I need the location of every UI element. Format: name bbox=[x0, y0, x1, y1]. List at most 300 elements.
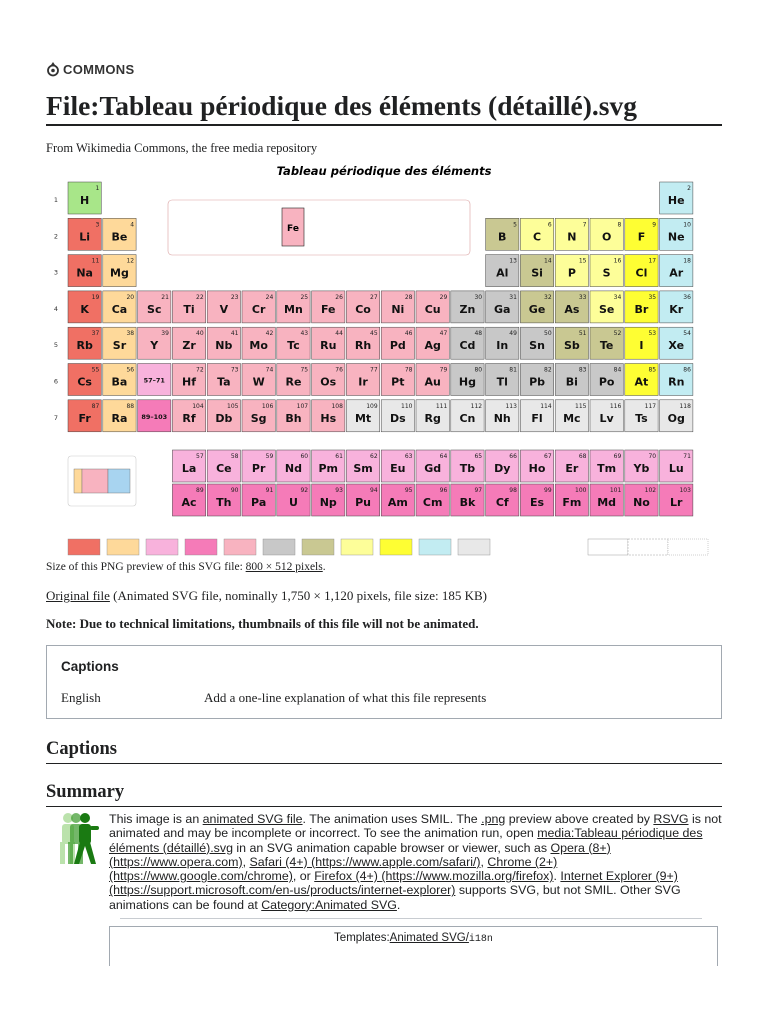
atomic-number: 86 bbox=[683, 366, 691, 374]
atomic-number: 59 bbox=[265, 453, 274, 460]
mini-table-block bbox=[108, 469, 130, 493]
element-cell-Cf bbox=[486, 484, 519, 516]
summary-fragment: . bbox=[396, 897, 401, 912]
atomic-number: 84 bbox=[613, 366, 622, 374]
atomic-number: 5 bbox=[513, 221, 517, 229]
element-symbol: Eu bbox=[390, 462, 406, 475]
divider bbox=[120, 918, 702, 919]
element-cell-Ag bbox=[416, 327, 449, 359]
atomic-number: 52 bbox=[613, 330, 622, 338]
atomic-number: 95 bbox=[404, 487, 413, 494]
media-file-link[interactable]: media:Tableau périodique des éléments (détaillé).svg bbox=[109, 826, 703, 855]
element-symbol: Ce bbox=[216, 462, 232, 475]
element-cell-Pu bbox=[346, 484, 379, 516]
element-symbol: Np bbox=[319, 496, 337, 509]
element-cell-Tb bbox=[451, 450, 484, 482]
element-cell-Na bbox=[68, 255, 101, 287]
element-symbol: Li bbox=[79, 230, 91, 244]
atomic-number: 2 bbox=[687, 185, 691, 192]
caption-input[interactable]: Add a one-line explanation of what this file represents bbox=[204, 690, 487, 705]
element-cell-I bbox=[625, 327, 658, 359]
element-symbol: Ga bbox=[494, 302, 511, 316]
original-file-link[interactable]: Original file bbox=[46, 588, 110, 603]
element-cell-He bbox=[660, 182, 693, 214]
element-symbol: Ho bbox=[528, 462, 546, 475]
element-symbol: Rg bbox=[424, 411, 441, 425]
element-symbol: Po bbox=[598, 375, 615, 389]
element-cell-Zn bbox=[451, 291, 484, 323]
element-symbol: Lv bbox=[599, 411, 614, 425]
element-cell-La bbox=[172, 450, 205, 482]
element-symbol: Cl bbox=[635, 266, 648, 280]
element-cell-Ac bbox=[172, 484, 205, 516]
element-symbol: Tm bbox=[597, 462, 617, 475]
element-symbol: Hg bbox=[458, 375, 476, 389]
legend-swatch-origin bbox=[668, 539, 708, 555]
atomic-number: 111 bbox=[435, 402, 448, 410]
element-cell-Er bbox=[555, 450, 588, 482]
atomic-number: 94 bbox=[370, 487, 378, 494]
element-symbol: Ne bbox=[667, 230, 685, 244]
atomic-number: 21 bbox=[161, 293, 169, 301]
atomic-number: 76 bbox=[335, 366, 343, 374]
element-symbol: Cd bbox=[459, 339, 476, 353]
element-cell-Tl bbox=[486, 364, 519, 396]
element-cell-Bh bbox=[277, 400, 310, 432]
element-cell-Mo bbox=[242, 327, 275, 359]
atomic-number: 48 bbox=[474, 330, 483, 338]
element-symbol: Ir bbox=[358, 375, 368, 389]
element-symbol: Yb bbox=[633, 462, 650, 475]
atomic-number: 36 bbox=[683, 293, 691, 301]
element-symbol: Dy bbox=[494, 462, 511, 475]
atomic-number: 105 bbox=[227, 402, 239, 410]
atomic-number: 71 bbox=[683, 453, 691, 460]
element-cell-57–71 bbox=[138, 364, 171, 396]
element-symbol: At bbox=[634, 375, 649, 389]
atomic-number: 64 bbox=[439, 453, 448, 460]
element-symbol: Nb bbox=[215, 339, 233, 353]
period-number: 3 bbox=[53, 268, 59, 277]
element-cell-Ti bbox=[172, 291, 205, 323]
atomic-number: 90 bbox=[230, 487, 239, 494]
element-cell-Gd bbox=[416, 450, 449, 482]
element-cell-Ta bbox=[207, 364, 240, 396]
legend-swatch-actinide bbox=[185, 539, 217, 555]
element-symbol: Bi bbox=[565, 375, 578, 389]
element-cell-Ho bbox=[520, 450, 553, 482]
atomic-number: 106 bbox=[261, 402, 274, 410]
captions-box-heading: Captions bbox=[61, 659, 119, 674]
atomic-number: 67 bbox=[544, 453, 552, 460]
element-symbol: Sn bbox=[529, 339, 545, 353]
element-symbol: Pr bbox=[251, 462, 266, 475]
element-symbol: Mo bbox=[249, 339, 268, 353]
element-symbol: Ra bbox=[111, 411, 128, 425]
element-symbol: P bbox=[567, 266, 576, 280]
element-cell-Sr bbox=[103, 327, 136, 359]
atomic-number: 15 bbox=[578, 257, 587, 265]
atomic-number: 4 bbox=[130, 221, 135, 229]
atomic-number: 18 bbox=[683, 257, 691, 265]
element-cell-Md bbox=[590, 484, 623, 516]
element-cell-Hf bbox=[172, 364, 205, 396]
element-cell-Si bbox=[520, 255, 553, 287]
element-symbol: K bbox=[80, 302, 89, 316]
element-cell-Ni bbox=[381, 291, 414, 323]
element-symbol: Os bbox=[320, 375, 337, 389]
element-cell-V bbox=[207, 291, 240, 323]
animated-svg-icon bbox=[50, 810, 102, 868]
element-cell-Hs bbox=[312, 400, 345, 432]
atomic-number: 61 bbox=[335, 453, 343, 460]
element-cell-Co bbox=[346, 291, 379, 323]
element-symbol: Kr bbox=[669, 302, 684, 316]
element-cell-89–103 bbox=[138, 400, 171, 432]
atomic-number: 39 bbox=[161, 330, 169, 338]
element-symbol: Cf bbox=[495, 496, 509, 509]
atomic-number: 50 bbox=[544, 330, 552, 338]
element-symbol: I bbox=[639, 339, 644, 353]
period-number: 5 bbox=[53, 341, 59, 350]
atomic-number: 46 bbox=[404, 330, 413, 338]
element-cell-Rh bbox=[346, 327, 379, 359]
element-symbol: Mn bbox=[284, 302, 303, 316]
element-symbol: Pm bbox=[318, 462, 339, 475]
element-cell-Os bbox=[312, 364, 345, 396]
summary-fragment: , bbox=[480, 854, 488, 869]
legend-swatch-alkali bbox=[68, 539, 100, 555]
element-cell-Sm bbox=[346, 450, 379, 482]
element-symbol: Md bbox=[597, 496, 617, 509]
atomic-number: 60 bbox=[300, 453, 309, 460]
element-symbol: Hf bbox=[182, 375, 197, 389]
atomic-number: 32 bbox=[544, 293, 552, 301]
element-cell-F bbox=[625, 218, 658, 250]
element-cell-Cd bbox=[451, 327, 484, 359]
element-symbol: Sm bbox=[353, 462, 373, 475]
element-cell-Pb bbox=[520, 364, 553, 396]
periodic-table-image[interactable] bbox=[46, 160, 722, 560]
element-symbol: Tb bbox=[459, 462, 476, 475]
element-symbol: In bbox=[496, 339, 509, 353]
atomic-number: 82 bbox=[544, 366, 552, 374]
atomic-number: 114 bbox=[540, 402, 552, 410]
atomic-number: 98 bbox=[509, 487, 517, 494]
page-title: File:Tableau périodique des éléments (détaillé).svg bbox=[46, 88, 722, 126]
element-symbol: Pt bbox=[391, 375, 405, 389]
element-symbol: Te bbox=[599, 339, 614, 353]
element-cell-Cm bbox=[416, 484, 449, 516]
element-cell-Mg bbox=[103, 255, 136, 287]
atomic-number: 79 bbox=[439, 366, 448, 374]
atomic-number: 47 bbox=[439, 330, 448, 338]
element-cell-As bbox=[555, 291, 588, 323]
element-symbol: Y bbox=[150, 339, 159, 353]
atomic-number: 9 bbox=[652, 221, 657, 229]
element-cell-At bbox=[625, 364, 658, 396]
legend-swatch-halogen bbox=[380, 539, 412, 555]
element-cell-C bbox=[520, 218, 553, 250]
element-symbol: Pb bbox=[529, 375, 546, 389]
atomic-number: 75 bbox=[300, 366, 309, 374]
atomic-number: 91 bbox=[265, 487, 274, 494]
element-symbol: Sc bbox=[147, 302, 162, 316]
element-cell-Ds bbox=[381, 400, 414, 432]
element-cell-Te bbox=[590, 327, 623, 359]
atomic-number: 101 bbox=[609, 487, 622, 494]
atomic-number: 38 bbox=[126, 330, 135, 338]
atomic-number: 37 bbox=[91, 330, 100, 338]
atomic-number: 65 bbox=[474, 453, 483, 460]
element-cell-Sg bbox=[242, 400, 275, 432]
element-cell-Cs bbox=[68, 364, 101, 396]
atomic-number: 29 bbox=[439, 293, 448, 301]
template-label bbox=[110, 927, 717, 945]
atomic-number: 107 bbox=[296, 402, 309, 410]
commons-logo-icon bbox=[46, 61, 60, 77]
preview-size-suffix: . bbox=[322, 561, 326, 573]
element-cell-Nh bbox=[486, 400, 519, 432]
template-code: i18n bbox=[468, 934, 493, 945]
element-symbol: Nh bbox=[493, 411, 511, 425]
element-symbol: W bbox=[252, 375, 265, 389]
element-symbol: Co bbox=[355, 302, 371, 316]
element-symbol: Rb bbox=[76, 339, 93, 353]
firefox-link[interactable]: Firefox (4+) (https://www.mozilla.org/firefox) bbox=[314, 869, 554, 884]
safari-link[interactable]: Safari (4+) (https://www.apple.com/safari/) bbox=[249, 854, 481, 869]
caption-language: English bbox=[61, 690, 101, 705]
atomic-number: 26 bbox=[335, 293, 343, 301]
element-cell-Th bbox=[207, 484, 240, 516]
captions-heading: Captions bbox=[46, 736, 722, 764]
legend-swatch-noble bbox=[419, 539, 451, 555]
element-symbol: Na bbox=[76, 266, 93, 280]
element-cell-H bbox=[68, 182, 101, 214]
atomic-number: 109 bbox=[366, 402, 378, 410]
element-symbol: Am bbox=[387, 496, 408, 509]
element-symbol: Re bbox=[285, 375, 302, 389]
legend-swatch-alkaline bbox=[107, 539, 139, 555]
atomic-number: 92 bbox=[300, 487, 309, 494]
element-symbol: Se bbox=[598, 302, 615, 316]
preview-size-link[interactable]: 800 × 512 pixels bbox=[245, 561, 323, 573]
element-symbol: Fl bbox=[531, 411, 543, 425]
internet-explorer-link[interactable]: Internet Explorer (9+) (https://support.microsoft.com/en-us/products/internet-explorer) bbox=[109, 869, 678, 898]
element-symbol: O bbox=[601, 230, 612, 244]
legend-swatch-lanthanide bbox=[146, 539, 178, 555]
atomic-number: 13 bbox=[509, 257, 517, 265]
atomic-number: 22 bbox=[196, 293, 204, 301]
element-symbol: Si bbox=[531, 266, 543, 280]
element-cell-Ra bbox=[103, 400, 136, 432]
commons-logo[interactable] bbox=[46, 61, 134, 77]
summary-fragment: , bbox=[242, 854, 250, 869]
element-cell-Kr bbox=[660, 291, 693, 323]
atomic-number: 74 bbox=[265, 366, 274, 374]
atomic-number: 68 bbox=[578, 453, 587, 460]
element-cell-W bbox=[242, 364, 275, 396]
element-symbol: Nd bbox=[284, 462, 302, 475]
element-cell-Fm bbox=[555, 484, 588, 516]
atomic-number: 44 bbox=[335, 330, 343, 338]
element-cell-Pm bbox=[312, 450, 345, 482]
thumbnail-note: Note: Due to technical limitations, thumbnails of this file will not be animated. bbox=[46, 616, 479, 631]
element-symbol: H bbox=[80, 194, 90, 207]
element-cell-Lr bbox=[660, 484, 693, 516]
atomic-number: 58 bbox=[230, 453, 239, 460]
element-cell-Au bbox=[416, 364, 449, 396]
atomic-number: 20 bbox=[126, 293, 135, 301]
png-link[interactable]: .png bbox=[481, 812, 506, 826]
legend-box bbox=[168, 200, 470, 255]
atomic-number: 85 bbox=[648, 366, 657, 374]
atomic-number: 6 bbox=[547, 221, 552, 229]
element-symbol: Lr bbox=[670, 496, 683, 509]
chrome-link[interactable]: Chrome (2+) (https://www.google.com/chrome) bbox=[109, 854, 558, 884]
atomic-number: 27 bbox=[370, 293, 378, 301]
from-text: From Wikimedia Commons, the free media repository bbox=[46, 141, 318, 155]
atomic-number: 31 bbox=[509, 293, 517, 301]
element-cell-Ba bbox=[103, 364, 136, 396]
atomic-number: 12 bbox=[126, 257, 135, 265]
mini-table-block bbox=[82, 469, 108, 493]
atomic-number: 10 bbox=[683, 221, 691, 229]
summary-fragment: supports SVG, but not SMIL. Other SVG animations can be found at bbox=[109, 883, 681, 912]
atomic-number: 51 bbox=[578, 330, 587, 338]
element-cell-Cl bbox=[625, 255, 658, 287]
atomic-number: 102 bbox=[644, 487, 657, 494]
element-symbol: Ar bbox=[669, 266, 684, 280]
element-symbol: Ta bbox=[217, 375, 231, 389]
animated-svg-link[interactable]: animated SVG file bbox=[202, 812, 303, 826]
atomic-number: 1 bbox=[95, 185, 100, 192]
element-symbol: Fe bbox=[320, 302, 336, 316]
atomic-number: 80 bbox=[474, 366, 483, 374]
atomic-number: 113 bbox=[505, 402, 517, 410]
original-file-line bbox=[46, 588, 487, 604]
summary-fragment: . bbox=[553, 869, 561, 884]
element-cell-Be bbox=[103, 218, 136, 250]
element-cell-Db bbox=[207, 400, 240, 432]
element-cell-Ce bbox=[207, 450, 240, 482]
element-cell-Am bbox=[381, 484, 414, 516]
original-file-info: (Animated SVG file, nominally 1,750 × 1,120 pixels, file size: 185 KB) bbox=[109, 588, 487, 603]
atomic-number: 110 bbox=[401, 402, 413, 410]
atomic-number: 16 bbox=[613, 257, 622, 265]
summary-fragment: , or bbox=[292, 869, 315, 884]
summary-text bbox=[109, 812, 722, 912]
template-link[interactable]: Animated SVG/ bbox=[389, 932, 469, 944]
atomic-number: 78 bbox=[404, 366, 413, 374]
atomic-number: 56 bbox=[126, 366, 135, 374]
element-symbol: V bbox=[219, 302, 229, 316]
element-symbol: 89–103 bbox=[141, 412, 168, 421]
element-symbol: Bh bbox=[285, 411, 302, 425]
element-cell-Yb bbox=[625, 450, 658, 482]
element-symbol: Rh bbox=[354, 339, 372, 353]
element-symbol: Mt bbox=[354, 411, 372, 425]
element-cell-Rg bbox=[416, 400, 449, 432]
atomic-number: 19 bbox=[91, 293, 100, 301]
atomic-number: 49 bbox=[509, 330, 517, 338]
element-cell-Pr bbox=[242, 450, 275, 482]
element-symbol: F bbox=[637, 230, 646, 244]
element-symbol: Br bbox=[634, 302, 649, 316]
element-symbol: Mg bbox=[110, 266, 129, 280]
element-symbol: Lu bbox=[668, 462, 684, 475]
element-cell-Sn bbox=[520, 327, 553, 359]
element-symbol: As bbox=[564, 302, 580, 316]
element-cell-No bbox=[625, 484, 658, 516]
element-cell-Fr bbox=[68, 400, 101, 432]
atomic-number: 108 bbox=[331, 402, 343, 410]
atomic-number: 99 bbox=[544, 487, 552, 494]
captions-box bbox=[46, 645, 722, 719]
atomic-number: 34 bbox=[613, 293, 622, 301]
preview-size-line bbox=[46, 561, 326, 573]
element-cell-Mn bbox=[277, 291, 310, 323]
element-cell-In bbox=[486, 327, 519, 359]
legend-swatch-metalloid bbox=[302, 539, 334, 555]
atomic-number: 63 bbox=[404, 453, 413, 460]
legend-swatch-unknown bbox=[458, 539, 490, 555]
periodic-table-title: Tableau périodique des éléments bbox=[276, 164, 492, 178]
atomic-number: 83 bbox=[578, 366, 587, 374]
atomic-number: 117 bbox=[644, 402, 657, 410]
element-symbol: Tc bbox=[287, 339, 300, 353]
element-cell-Br bbox=[625, 291, 658, 323]
element-symbol: Ru bbox=[320, 339, 337, 353]
element-cell-Pa bbox=[242, 484, 275, 516]
atomic-number: 104 bbox=[192, 402, 204, 410]
summary-fragment: . The animation uses SMIL. The bbox=[302, 812, 482, 826]
atomic-number: 53 bbox=[648, 330, 657, 338]
element-symbol: Al bbox=[496, 266, 509, 280]
element-cell-Ge bbox=[520, 291, 553, 323]
element-cell-Ts bbox=[625, 400, 658, 432]
element-symbol: He bbox=[667, 194, 685, 207]
atomic-number: 30 bbox=[474, 293, 483, 301]
opera-link[interactable]: Opera (8+) (https://www.opera.com) bbox=[109, 840, 611, 869]
atomic-number: 42 bbox=[265, 330, 274, 338]
atomic-number: 23 bbox=[230, 293, 239, 301]
element-cell-Og bbox=[660, 400, 693, 432]
category-animated-svg-link[interactable]: Category:Animated SVG bbox=[261, 897, 397, 912]
element-cell-Al bbox=[486, 255, 519, 287]
element-symbol: Gd bbox=[424, 462, 442, 475]
atomic-number: 41 bbox=[230, 330, 239, 338]
atomic-number: 55 bbox=[91, 366, 100, 374]
atomic-number: 116 bbox=[609, 402, 622, 410]
atomic-number: 43 bbox=[300, 330, 309, 338]
element-cell-Ne bbox=[660, 218, 693, 250]
element-symbol: Cn bbox=[459, 411, 476, 425]
element-cell-Rn bbox=[660, 364, 693, 396]
element-symbol: Hs bbox=[320, 411, 337, 425]
element-symbol: Be bbox=[111, 230, 128, 244]
element-cell-Sc bbox=[138, 291, 171, 323]
atomic-number: 24 bbox=[265, 293, 274, 301]
atomic-number: 8 bbox=[617, 221, 622, 229]
atomic-number: 96 bbox=[439, 487, 448, 494]
element-cell-Cr bbox=[242, 291, 275, 323]
summary-heading: Summary bbox=[46, 779, 722, 807]
rsvg-link[interactable]: RSVG bbox=[653, 812, 689, 826]
atomic-number: 72 bbox=[196, 366, 204, 374]
atomic-number: 7 bbox=[582, 221, 587, 229]
template-box bbox=[109, 926, 718, 966]
